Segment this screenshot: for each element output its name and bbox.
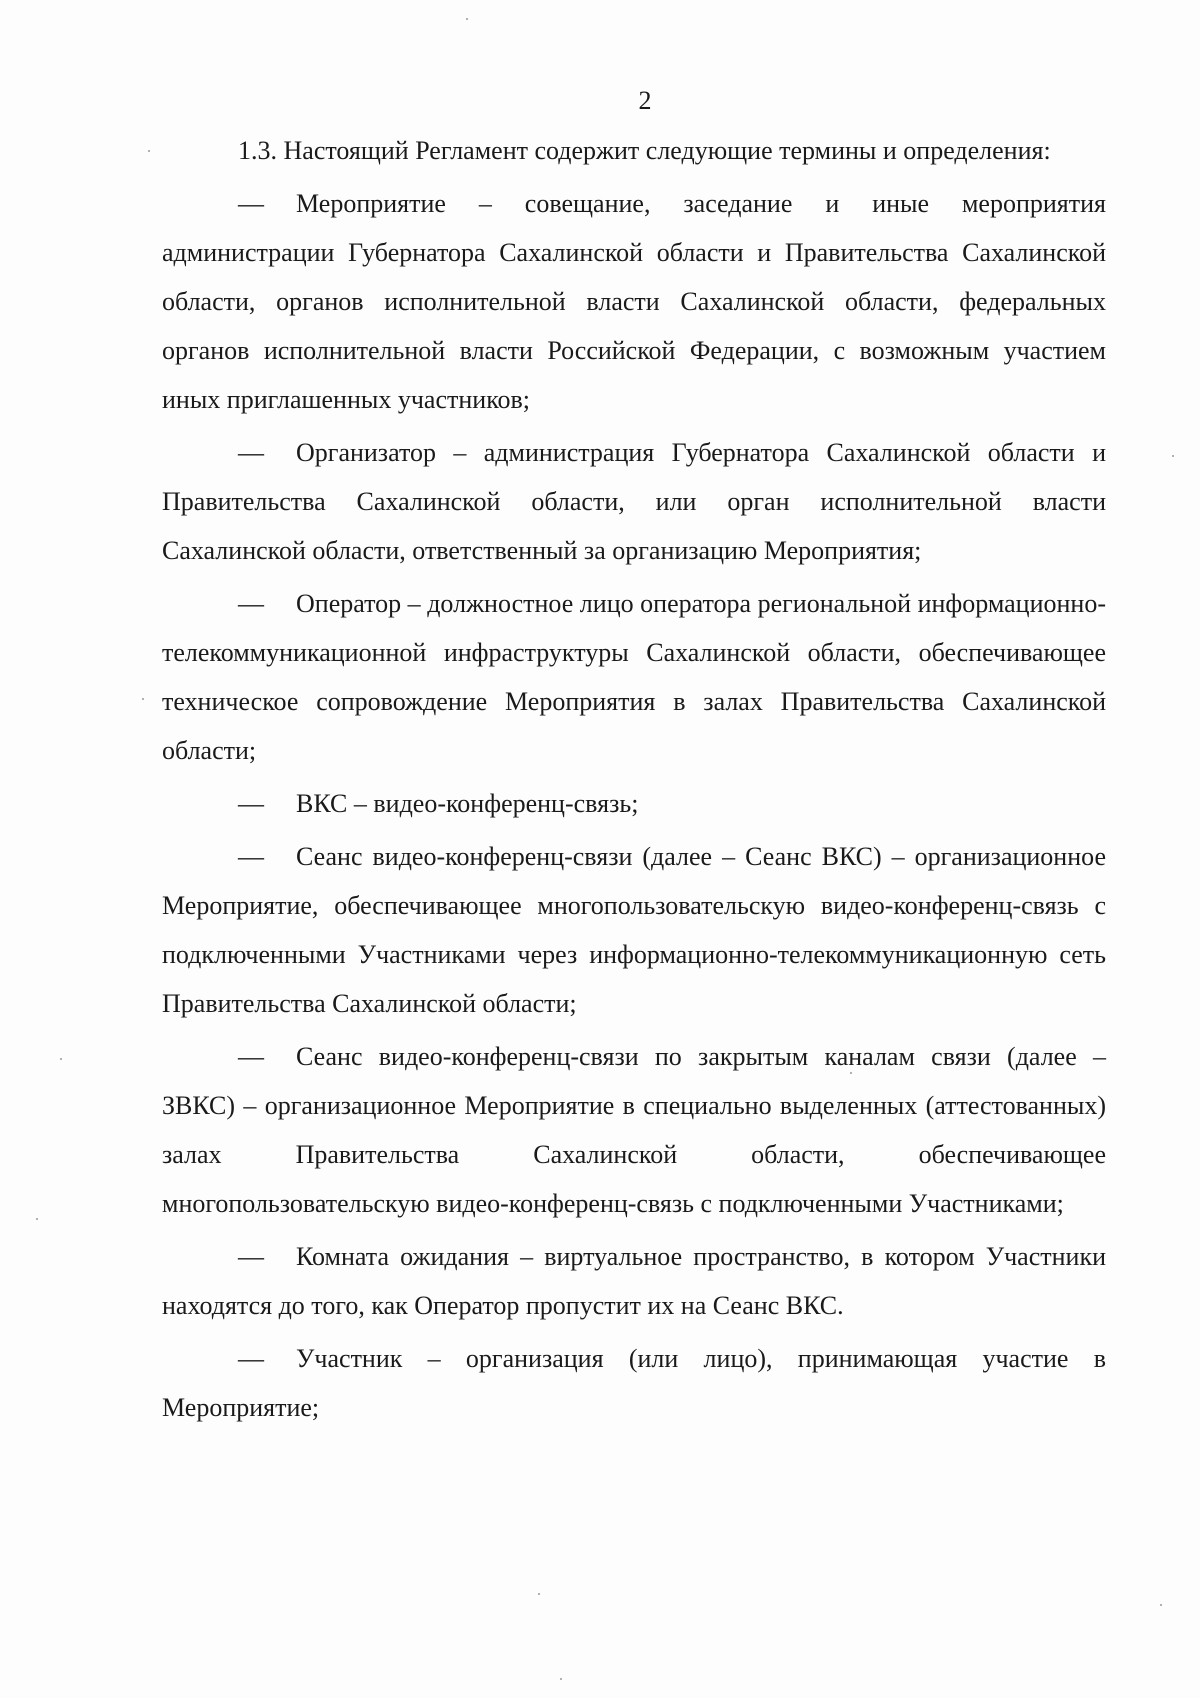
dash-marker: — [238, 189, 264, 218]
scan-speck [466, 18, 468, 20]
scan-speck [1172, 455, 1174, 457]
dash-marker: — [238, 438, 264, 467]
scan-speck [60, 1058, 62, 1060]
scan-speck [850, 1072, 852, 1074]
dash-marker: — [238, 842, 264, 871]
term-text: Организатор – администрация Губернатора Сахалинской области и Правительства Сахалинской области, или орган исполнительной власти Сахалинской области, ответственный за организацию Мероприятия; [162, 438, 1106, 565]
document-body [162, 126, 1106, 1432]
term-uchastnik [162, 1334, 1106, 1432]
scan-speck [148, 150, 150, 152]
dash-marker: — [238, 589, 264, 618]
paragraph-text: 1.3. Настоящий Регламент содержит следующие термины и определения: [238, 136, 1051, 165]
dash-marker: — [238, 789, 264, 818]
term-text: Сеанс видео-конференц-связи (далее – Сеанс ВКС) – организационное Мероприятие, обеспечивающее многопользовательскую видео-конференц-связь с подключенными Участниками через информационно-телекоммуникационную сеть Правительства Сахалинской области; [162, 842, 1106, 1018]
scan-speck [1160, 1604, 1162, 1606]
term-text: Комната ожидания – виртуальное пространство, в котором Участники находятся до того, как Оператор пропустит их на Сеанс ВКС. [162, 1242, 1106, 1320]
dash-marker: — [238, 1042, 264, 1071]
term-meropriyatie [162, 179, 1106, 424]
page-number: 2 [638, 86, 652, 115]
term-zvks [162, 1032, 1106, 1228]
dash-marker: — [238, 1344, 264, 1373]
term-text: Оператор – должностное лицо оператора региональной информационно-телекоммуникационной инфраструктуры Сахалинской области, обеспечивающее техническое сопровождение Мероприятия в залах Правительства Сахалинской области; [162, 589, 1106, 765]
scan-speck [538, 1593, 540, 1595]
paragraph-intro [162, 126, 1106, 175]
scan-speck [36, 1218, 38, 1220]
term-text: ВКС – видео-конференц-связь; [296, 789, 639, 818]
term-komnata-ozhidaniya [162, 1232, 1106, 1330]
term-vks [162, 779, 1106, 828]
dash-marker: — [238, 1242, 264, 1271]
term-text: Участник – организация (или лицо), принимающая участие в Мероприятие; [162, 1344, 1106, 1422]
term-operator [162, 579, 1106, 775]
term-seans-vks [162, 832, 1106, 1028]
scan-speck [142, 698, 144, 700]
term-text: Сеанс видео-конференц-связи по закрытым каналам связи (далее – ЗВКС) – организационное Мероприятие в специально выделенных (аттестованных) залах Правительства Сахалинской области, обеспечивающее многопользовательскую видео-конференц-связь с подключенными Участниками; [162, 1042, 1106, 1218]
term-organizator [162, 428, 1106, 575]
scan-speck [560, 1678, 562, 1680]
term-text: Мероприятие – совещание, заседание и иные мероприятия администрации Губернатора Сахалинской области и Правительства Сахалинской области, органов исполнительной власти Сахалинской области, федеральных органов исполнительной власти Российской Федерации, с возможным участием иных приглашенных участников; [162, 189, 1106, 414]
